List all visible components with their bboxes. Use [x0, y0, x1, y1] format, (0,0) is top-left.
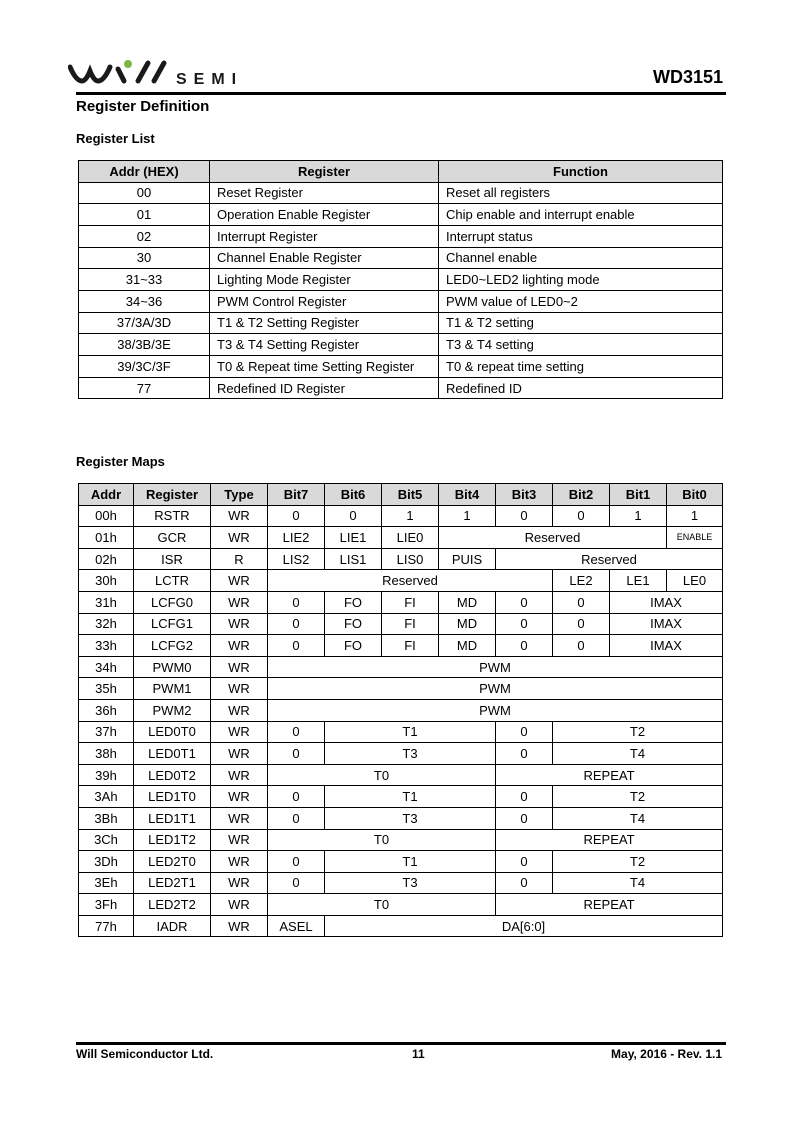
bit-field-cell: Reserved — [439, 527, 667, 549]
type-cell: WR — [211, 764, 268, 786]
register-name-cell: Lighting Mode Register — [210, 269, 439, 291]
bit-field-cell: Reserved — [268, 570, 553, 592]
bit-field-cell: 1 — [610, 505, 667, 527]
bit-field-cell: LIE1 — [325, 527, 382, 549]
register-cell: LED1T2 — [134, 829, 211, 851]
bit-field-cell: MD — [439, 635, 496, 657]
bit-field-cell: 0 — [268, 786, 325, 808]
function-cell: T0 & repeat time setting — [439, 356, 723, 378]
bit-field-cell: MD — [439, 591, 496, 613]
bit-field-cell: LE2 — [553, 570, 610, 592]
bit-field-cell: FI — [382, 613, 439, 635]
register-name-cell: Operation Enable Register — [210, 204, 439, 226]
register-cell: IADR — [134, 915, 211, 937]
addr-cell: 3Ah — [79, 786, 134, 808]
page-header — [68, 55, 725, 95]
bit-field-cell: 0 — [496, 872, 553, 894]
bit-field-cell: FO — [325, 635, 382, 657]
table-row — [79, 786, 723, 808]
bit-field-cell: FO — [325, 613, 382, 635]
function-cell: Chip enable and interrupt enable — [439, 204, 723, 226]
table-row — [79, 312, 723, 334]
type-cell: WR — [211, 699, 268, 721]
function-cell: Redefined ID — [439, 377, 723, 399]
function-cell: LED0~LED2 lighting mode — [439, 269, 723, 291]
addr-cell: 01 — [79, 204, 210, 226]
type-cell: WR — [211, 743, 268, 765]
bit-field-cell: 0 — [268, 613, 325, 635]
column-header: Type — [211, 484, 268, 506]
register-name-cell: Channel Enable Register — [210, 247, 439, 269]
addr-cell: 77 — [79, 377, 210, 399]
function-cell: Channel enable — [439, 247, 723, 269]
table-row — [79, 269, 723, 291]
type-cell: WR — [211, 570, 268, 592]
column-header: Bit6 — [325, 484, 382, 506]
register-name-cell: T0 & Repeat time Setting Register — [210, 356, 439, 378]
table-row — [79, 851, 723, 873]
table-row — [79, 247, 723, 269]
table-row — [79, 872, 723, 894]
bit-field-cell: PUIS — [439, 548, 496, 570]
register-cell: LCFG2 — [134, 635, 211, 657]
bit-field-cell: T3 — [325, 743, 496, 765]
addr-cell: 38h — [79, 743, 134, 765]
column-header: Bit3 — [496, 484, 553, 506]
table-row — [79, 505, 723, 527]
bit-field-cell: T3 — [325, 807, 496, 829]
type-cell: R — [211, 548, 268, 570]
bit-field-cell: FI — [382, 635, 439, 657]
table-row — [79, 613, 723, 635]
register-map-table — [78, 483, 723, 937]
bit-field-cell: T2 — [553, 786, 723, 808]
bit-field-cell: 0 — [496, 505, 553, 527]
bit-field-cell: LIS1 — [325, 548, 382, 570]
bit-field-cell: 0 — [553, 635, 610, 657]
addr-cell: 39h — [79, 764, 134, 786]
table-row — [79, 377, 723, 399]
bit-field-cell: Reserved — [496, 548, 723, 570]
addr-cell: 35h — [79, 678, 134, 700]
bit-field-cell: T3 — [325, 872, 496, 894]
type-cell: WR — [211, 915, 268, 937]
type-cell: WR — [211, 505, 268, 527]
bit-field-cell: 0 — [496, 721, 553, 743]
bit-field-cell: T4 — [553, 807, 723, 829]
bit-field-cell: PWM — [268, 699, 723, 721]
register-cell: LED2T2 — [134, 894, 211, 916]
addr-cell: 34~36 — [79, 290, 210, 312]
addr-cell: 36h — [79, 699, 134, 721]
bit-field-cell: LIS0 — [382, 548, 439, 570]
bit-field-cell: LE0 — [667, 570, 723, 592]
register-cell: LED2T0 — [134, 851, 211, 873]
register-cell: LED1T1 — [134, 807, 211, 829]
addr-cell: 30 — [79, 247, 210, 269]
bit-field-cell: ASEL — [268, 915, 325, 937]
addr-cell: 3Dh — [79, 851, 134, 873]
register-cell: LED2T1 — [134, 872, 211, 894]
table-row — [79, 656, 723, 678]
bit-field-cell: T0 — [268, 829, 496, 851]
type-cell: WR — [211, 613, 268, 635]
column-header: Register — [210, 161, 439, 183]
bit-field-cell: 0 — [496, 743, 553, 765]
type-cell: WR — [211, 635, 268, 657]
column-header: Bit7 — [268, 484, 325, 506]
table-row — [79, 591, 723, 613]
table-row — [79, 356, 723, 378]
bit-field-cell: 0 — [496, 613, 553, 635]
table-row — [79, 915, 723, 937]
bit-field-cell: ENABLE — [667, 527, 723, 549]
bit-field-cell: T2 — [553, 721, 723, 743]
bit-field-cell: 0 — [268, 635, 325, 657]
table-header-row — [79, 161, 723, 183]
header-divider — [76, 92, 726, 95]
function-cell: T3 & T4 setting — [439, 334, 723, 356]
bit-field-cell: REPEAT — [496, 894, 723, 916]
bit-field-cell: 0 — [496, 851, 553, 873]
register-cell: LED0T1 — [134, 743, 211, 765]
column-header: Addr — [79, 484, 134, 506]
register-name-cell: Interrupt Register — [210, 225, 439, 247]
addr-cell: 02h — [79, 548, 134, 570]
will-logo-mark — [68, 57, 176, 91]
addr-cell: 31~33 — [79, 269, 210, 291]
bit-field-cell: LIE2 — [268, 527, 325, 549]
register-cell: LCFG0 — [134, 591, 211, 613]
addr-cell: 34h — [79, 656, 134, 678]
bit-field-cell: 0 — [553, 613, 610, 635]
type-cell: WR — [211, 591, 268, 613]
type-cell: WR — [211, 786, 268, 808]
type-cell: WR — [211, 656, 268, 678]
register-cell: LED0T2 — [134, 764, 211, 786]
column-header: Bit2 — [553, 484, 610, 506]
addr-cell: 3Fh — [79, 894, 134, 916]
bit-field-cell: T1 — [325, 851, 496, 873]
bit-field-cell: 0 — [268, 505, 325, 527]
type-cell: WR — [211, 829, 268, 851]
register-name-cell: Redefined ID Register — [210, 377, 439, 399]
bit-field-cell: 0 — [496, 807, 553, 829]
register-list-table — [78, 160, 723, 399]
type-cell: WR — [211, 872, 268, 894]
addr-cell: 37/3A/3D — [79, 312, 210, 334]
register-name-cell: T1 & T2 Setting Register — [210, 312, 439, 334]
addr-cell: 00 — [79, 182, 210, 204]
function-cell: T1 & T2 setting — [439, 312, 723, 334]
register-cell: LED1T0 — [134, 786, 211, 808]
footer-divider — [76, 1042, 726, 1045]
logo-text: SEMI — [176, 71, 244, 88]
type-cell: WR — [211, 678, 268, 700]
table-row — [79, 548, 723, 570]
addr-cell: 38/3B/3E — [79, 334, 210, 356]
bit-field-cell: 0 — [268, 721, 325, 743]
bit-field-cell: 0 — [268, 851, 325, 873]
addr-cell: 3Bh — [79, 807, 134, 829]
section-title: Register Definition — [76, 98, 210, 115]
bit-field-cell: IMAX — [610, 613, 723, 635]
column-header: Bit4 — [439, 484, 496, 506]
bit-field-cell: 0 — [268, 743, 325, 765]
bit-field-cell: REPEAT — [496, 829, 723, 851]
column-header: Addr (HEX) — [79, 161, 210, 183]
table-row — [79, 743, 723, 765]
type-cell: WR — [211, 807, 268, 829]
bit-field-cell: 0 — [325, 505, 382, 527]
register-cell: LED0T0 — [134, 721, 211, 743]
register-maps-title: Register Maps — [76, 454, 165, 469]
table-row — [79, 764, 723, 786]
bit-field-cell: PWM — [268, 656, 723, 678]
register-name-cell: Reset Register — [210, 182, 439, 204]
addr-cell: 3Ch — [79, 829, 134, 851]
register-name-cell: T3 & T4 Setting Register — [210, 334, 439, 356]
table-row — [79, 678, 723, 700]
table-row — [79, 225, 723, 247]
type-cell: WR — [211, 851, 268, 873]
column-header: Function — [439, 161, 723, 183]
bit-field-cell: T0 — [268, 894, 496, 916]
bit-field-cell: 0 — [553, 505, 610, 527]
footer-date-revision: May, 2016 - Rev. 1.1 — [611, 1047, 722, 1061]
addr-cell: 31h — [79, 591, 134, 613]
bit-field-cell: 1 — [667, 505, 723, 527]
bit-field-cell: 0 — [496, 591, 553, 613]
bit-field-cell: DA[6:0] — [325, 915, 723, 937]
bit-field-cell: 0 — [268, 807, 325, 829]
bit-field-cell: T0 — [268, 764, 496, 786]
column-header: Bit5 — [382, 484, 439, 506]
table-row — [79, 204, 723, 226]
column-header: Bit1 — [610, 484, 667, 506]
addr-cell: 37h — [79, 721, 134, 743]
footer-company: Will Semiconductor Ltd. — [76, 1047, 214, 1061]
table-row — [79, 527, 723, 549]
table-row — [79, 334, 723, 356]
addr-cell: 32h — [79, 613, 134, 635]
bit-field-cell: 0 — [268, 872, 325, 894]
bit-field-cell: MD — [439, 613, 496, 635]
function-cell: Reset all registers — [439, 182, 723, 204]
page-number: 11 — [412, 1047, 425, 1061]
function-cell: Interrupt status — [439, 225, 723, 247]
bit-field-cell: 0 — [496, 635, 553, 657]
addr-cell: 3Eh — [79, 872, 134, 894]
function-cell: PWM value of LED0~2 — [439, 290, 723, 312]
table-row — [79, 721, 723, 743]
bit-field-cell: FO — [325, 591, 382, 613]
addr-cell: 77h — [79, 915, 134, 937]
type-cell: WR — [211, 527, 268, 549]
table-row — [79, 570, 723, 592]
register-cell: GCR — [134, 527, 211, 549]
company-logo — [68, 57, 258, 91]
part-number: WD3151 — [652, 67, 723, 87]
bit-field-cell: T2 — [553, 851, 723, 873]
addr-cell: 39/3C/3F — [79, 356, 210, 378]
bit-field-cell: 0 — [553, 591, 610, 613]
table-row — [79, 807, 723, 829]
addr-cell: 30h — [79, 570, 134, 592]
register-cell: PWM2 — [134, 699, 211, 721]
table-row — [79, 182, 723, 204]
table-row — [79, 699, 723, 721]
register-cell: LCTR — [134, 570, 211, 592]
table-row — [79, 894, 723, 916]
bit-field-cell: IMAX — [610, 591, 723, 613]
bit-field-cell: FI — [382, 591, 439, 613]
bit-field-cell: 1 — [439, 505, 496, 527]
bit-field-cell: T4 — [553, 743, 723, 765]
column-header: Register — [134, 484, 211, 506]
table-row — [79, 829, 723, 851]
bit-field-cell: PWM — [268, 678, 723, 700]
register-cell: LCFG1 — [134, 613, 211, 635]
bit-field-cell: LE1 — [610, 570, 667, 592]
bit-field-cell: T4 — [553, 872, 723, 894]
register-cell: RSTR — [134, 505, 211, 527]
table-header-row — [79, 484, 723, 506]
addr-cell: 02 — [79, 225, 210, 247]
addr-cell: 33h — [79, 635, 134, 657]
table-row — [79, 635, 723, 657]
type-cell: WR — [211, 894, 268, 916]
bit-field-cell: LIE0 — [382, 527, 439, 549]
register-name-cell: PWM Control Register — [210, 290, 439, 312]
bit-field-cell: 0 — [268, 591, 325, 613]
addr-cell: 01h — [79, 527, 134, 549]
bit-field-cell: 1 — [382, 505, 439, 527]
bit-field-cell: T1 — [325, 721, 496, 743]
bit-field-cell: REPEAT — [496, 764, 723, 786]
bit-field-cell: 0 — [496, 786, 553, 808]
type-cell: WR — [211, 721, 268, 743]
column-header: Bit0 — [667, 484, 723, 506]
register-cell: PWM1 — [134, 678, 211, 700]
table-row — [79, 290, 723, 312]
bit-field-cell: T1 — [325, 786, 496, 808]
register-list-title: Register List — [76, 131, 155, 146]
bit-field-cell: LIS2 — [268, 548, 325, 570]
bit-field-cell: IMAX — [610, 635, 723, 657]
addr-cell: 00h — [79, 505, 134, 527]
register-cell: ISR — [134, 548, 211, 570]
register-cell: PWM0 — [134, 656, 211, 678]
